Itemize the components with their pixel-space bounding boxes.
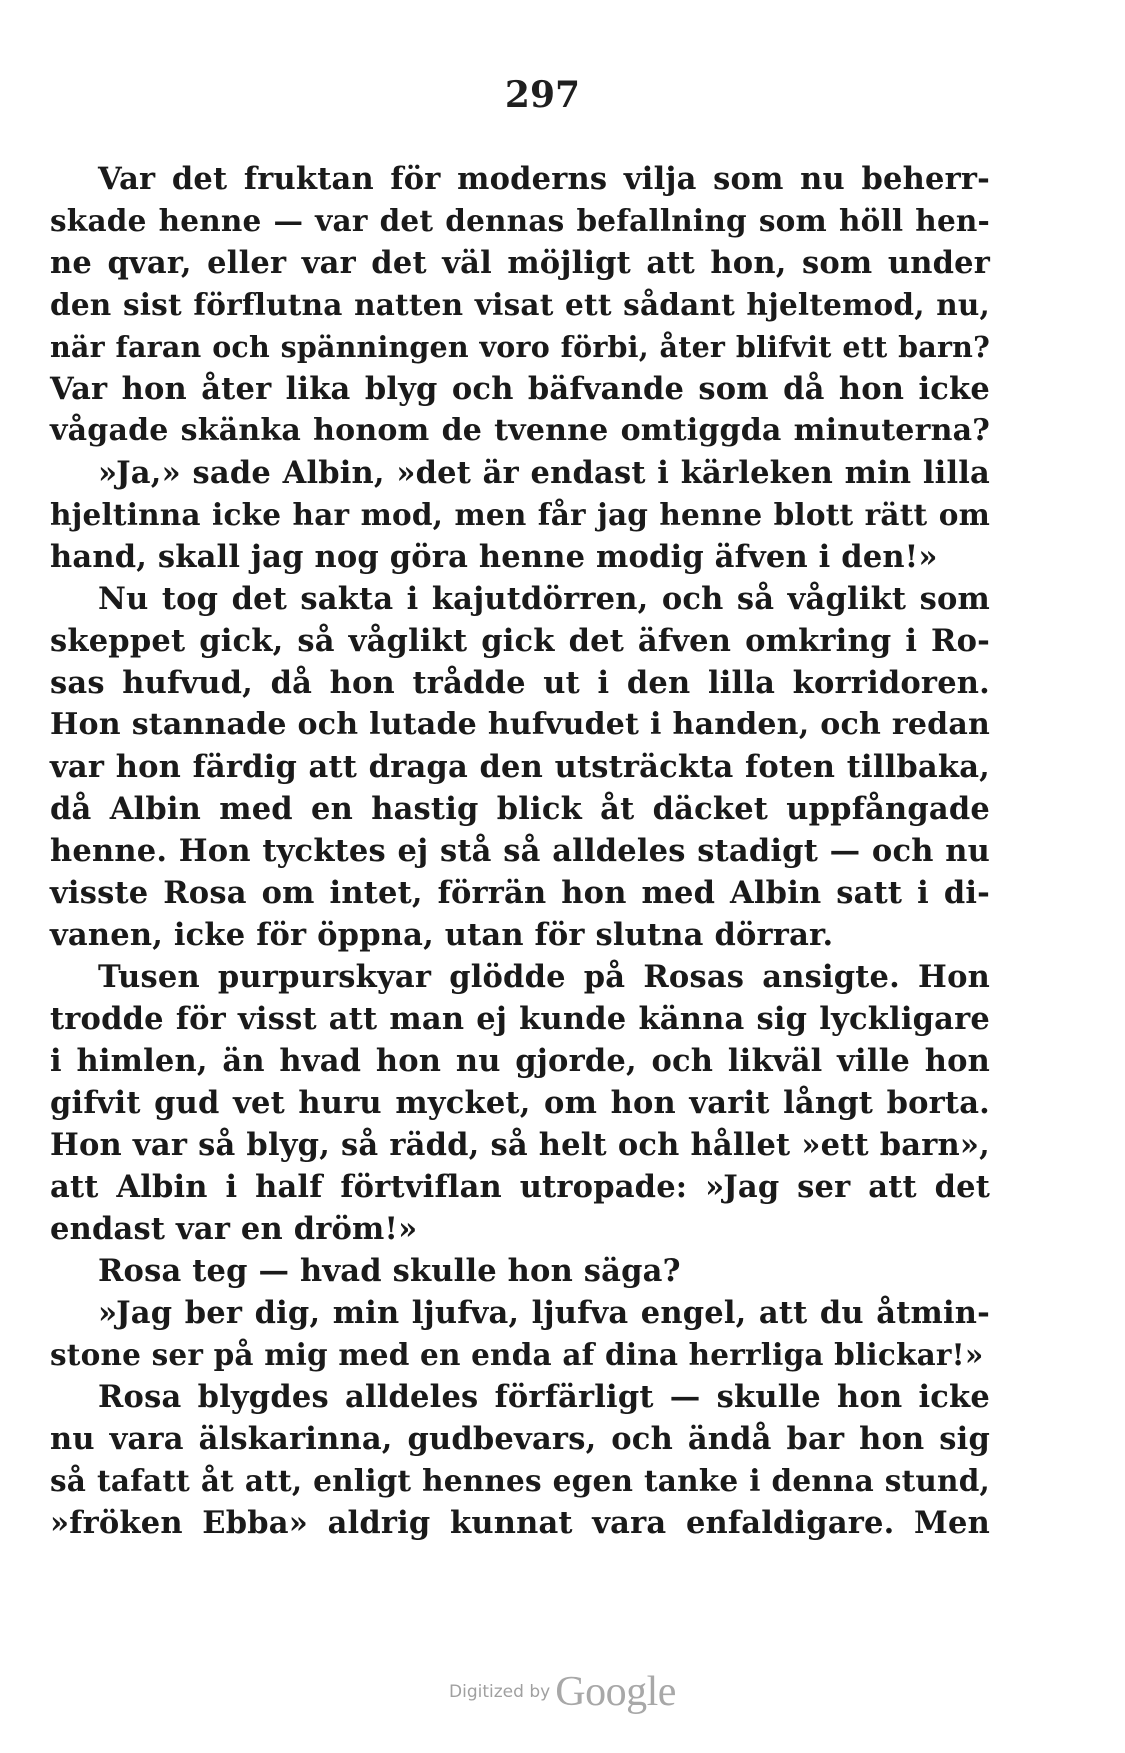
digitization-watermark bbox=[0, 1668, 1125, 1718]
text-line: skade henne — var det dennas befallning som höll hen- bbox=[50, 203, 990, 238]
text-line: Tusen purpurskyar glödde på Rosas ansigte. Hon bbox=[98, 959, 990, 995]
text-line: hjeltinna icke har mod, men får jag henne blott rätt om bbox=[50, 497, 990, 532]
text-line: var hon färdig att draga den utsträckta foten tillbaka, bbox=[50, 749, 990, 785]
text-line: Var hon åter lika blyg och bäfvande som då hon icke bbox=[50, 371, 990, 407]
text-line: ne qvar, eller var det väl möjligt att hon, som under bbox=[50, 245, 990, 281]
text-line: då Albin med en hastig blick åt däcket uppfångade bbox=[50, 791, 990, 827]
text-line: nu vara älskarinna, gudbevars, och ändå bar hon sig bbox=[50, 1421, 990, 1457]
text-line: Nu tog det sakta i kajutdörren, och så våglikt som bbox=[98, 581, 990, 617]
watermark-prefix: Digitized by bbox=[449, 1682, 551, 1702]
text-line: vågade skänka honom de tvenne omtiggda minuterna? bbox=[50, 413, 990, 448]
text-line: »fröken Ebba» aldrig kunnat vara enfaldigare. Men bbox=[50, 1505, 990, 1541]
text-line: Rosa teg — hvad skulle hon säga? bbox=[98, 1253, 681, 1289]
text-line: »Ja,» sade Albin, »det är endast i kärleken min lilla bbox=[98, 455, 990, 491]
text-line: henne. Hon tycktes ej stå så alldeles stadigt — och nu bbox=[50, 833, 990, 869]
text-line: visste Rosa om intet, förrän hon med Albin satt i di- bbox=[50, 875, 990, 911]
text-line: trodde för visst att man ej kunde känna sig lyckligare bbox=[50, 1001, 990, 1037]
text-line: i himlen, än hvad hon nu gjorde, och likväl ville hon bbox=[50, 1043, 990, 1079]
text-line: skeppet gick, så våglikt gick det äfven omkring i Ro- bbox=[50, 623, 990, 659]
text-line: Rosa blygdes alldeles förfärligt — skulle hon icke bbox=[98, 1379, 990, 1415]
text-line: att Albin i half förtviflan utropade: »Jag ser att det bbox=[50, 1169, 990, 1205]
watermark-brand: Google bbox=[555, 1669, 676, 1715]
text-line: så tafatt åt att, enligt hennes egen tanke i denna stund, bbox=[50, 1463, 990, 1498]
text-line: sas hufvud, då hon trådde ut i den lilla korridoren. bbox=[50, 665, 990, 701]
text-line: Hon var så blyg, så rädd, så helt och hållet »ett barn», bbox=[50, 1127, 990, 1163]
text-line: stone ser på mig med en enda af dina herrliga blickar!» bbox=[50, 1337, 984, 1372]
body-text bbox=[50, 158, 990, 1544]
text-line: endast var en dröm!» bbox=[50, 1211, 418, 1247]
text-line: Hon stannade och lutade hufvudet i handen, och redan bbox=[50, 707, 990, 742]
text-line: Var det fruktan för moderns vilja som nu beherr- bbox=[98, 161, 990, 197]
text-line: gifvit gud vet huru mycket, om hon varit långt borta. bbox=[50, 1085, 990, 1121]
text-line: när faran och spänningen voro förbi, åter blifvit ett barn? bbox=[50, 330, 990, 364]
text-line: hand, skall jag nog göra henne modig äfven i den!» bbox=[50, 539, 938, 575]
page-number: 297 bbox=[504, 74, 581, 116]
text-line: vanen, icke för öppna, utan för slutna dörrar. bbox=[50, 917, 834, 953]
text-line: »Jag ber dig, min ljufva, ljufva engel, att du åtmin- bbox=[98, 1295, 990, 1331]
text-line: den sist förflutna natten visat ett sådant hjeltemod, nu, bbox=[50, 287, 990, 322]
